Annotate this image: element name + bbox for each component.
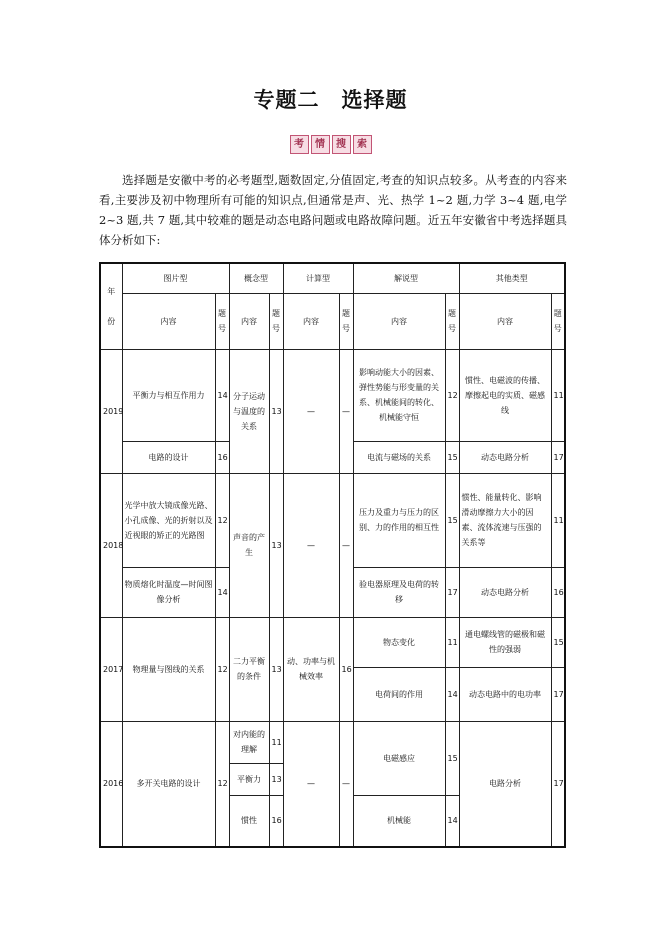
table-row	[100, 721, 565, 763]
table-cell: 分子运动与温度的关系	[229, 349, 269, 473]
num-header: 题号	[445, 293, 459, 349]
group-header-picture: 图片型	[122, 263, 229, 293]
content-header: 内容	[459, 293, 551, 349]
table-cell: —	[283, 349, 339, 473]
section-badge	[0, 132, 661, 154]
table-row	[100, 617, 565, 667]
table-cell: 机械能	[353, 795, 445, 847]
table-cell: 电路分析	[459, 721, 551, 847]
table-cell: 12	[215, 473, 229, 567]
table-cell: 12	[445, 349, 459, 441]
table-cell: 多开关电路的设计	[122, 721, 215, 847]
intro-paragraph: 选择题是安徽中考的必考题型,题数固定,分值固定,考查的知识点较多。从考查的内容来看,主要涉及初中物理所有可能的知识点,但通常是声、光、热学 1~2 题,力学 3~4 题,电学 2~3 题,共 7 题,其中较难的题是动态电路问题或电路故障问题。近五年安徽省中考选择题具体分析如下:	[99, 173, 567, 247]
num-header: 题号	[551, 293, 565, 349]
table-cell: 电磁感应	[353, 721, 445, 795]
table-cell: 动态电路分析	[459, 567, 551, 617]
table-cell: 物理量与图线的关系	[122, 617, 215, 721]
table-cell: —	[283, 721, 339, 847]
table-cell: 11	[551, 349, 565, 441]
table-cell: 影响动能大小的因素、弹性势能与形变量的关系、机械能间的转化、机械能守恒	[353, 349, 445, 441]
table-cell: 声音的产生	[229, 473, 269, 617]
table-cell: 15	[551, 617, 565, 667]
table-cell: 15	[445, 473, 459, 567]
table-cell: 物质熔化时温度—时间图像分析	[122, 567, 215, 617]
table-cell: 电流与磁场的关系	[353, 441, 445, 473]
group-header-explain: 解说型	[353, 263, 459, 293]
table-cell: 14	[215, 567, 229, 617]
badge-char: 考	[290, 135, 309, 154]
table-cell: 17	[445, 567, 459, 617]
table-cell: —	[339, 349, 353, 473]
table-cell: 动态电路中的电功率	[459, 667, 551, 721]
table-cell: 电路的设计	[122, 441, 215, 473]
group-header-calc: 计算型	[283, 263, 353, 293]
table-cell: 13	[269, 349, 283, 473]
table-cell: —	[339, 473, 353, 617]
table-cell: 压力及重力与压力的区别、力的作用的相互性	[353, 473, 445, 567]
exam-analysis-table	[99, 262, 566, 848]
table-cell: 光学中放大镜成像光路、小孔成像、光的折射以及近视眼的矫正的光路图	[122, 473, 215, 567]
table-cell: 动、功率与机械效率	[283, 617, 339, 721]
table-cell: 电荷间的作用	[353, 667, 445, 721]
year-cell: 2018	[100, 473, 122, 617]
table-cell: 通电螺线管的磁极和磁性的强弱	[459, 617, 551, 667]
table-cell: 16	[551, 567, 565, 617]
year-header: 年 份	[100, 263, 122, 349]
table-header-row	[100, 263, 565, 293]
table-cell: 物态变化	[353, 617, 445, 667]
table-cell: 二力平衡的条件	[229, 617, 269, 721]
table-cell: 17	[551, 721, 565, 847]
table-cell: —	[283, 473, 339, 617]
table-cell: 16	[215, 441, 229, 473]
num-header: 题号	[339, 293, 353, 349]
year-cell: 2019	[100, 349, 122, 473]
table-cell: 13	[269, 473, 283, 617]
table-cell: 17	[551, 441, 565, 473]
table-cell: —	[339, 721, 353, 847]
table-subheader-row	[100, 293, 565, 349]
content-header: 内容	[229, 293, 269, 349]
content-header: 内容	[283, 293, 339, 349]
badge-char: 情	[311, 135, 330, 154]
year-cell: 2017	[100, 617, 122, 721]
table-cell: 对内能的理解	[229, 721, 269, 763]
table-cell: 14	[215, 349, 229, 441]
table-cell: 平衡力	[229, 763, 269, 795]
table-cell: 惯性、电磁波的传播、摩擦起电的实质、磁感线	[459, 349, 551, 441]
page-title: 专题二 选择题	[253, 87, 408, 112]
table-cell: 17	[551, 667, 565, 721]
content-header: 内容	[353, 293, 445, 349]
table-cell: 12	[215, 721, 229, 847]
table-cell: 惯性、能量转化、影响滑动摩擦力大小的因素、流体流速与压强的关系等	[459, 473, 551, 567]
table-cell: 14	[445, 795, 459, 847]
table-cell: 15	[445, 441, 459, 473]
table-cell: 动态电路分析	[459, 441, 551, 473]
content-header: 内容	[122, 293, 215, 349]
table-cell: 15	[445, 721, 459, 795]
table-cell: 14	[445, 667, 459, 721]
table-row	[100, 349, 565, 441]
table-cell: 16	[339, 617, 353, 721]
table-cell: 13	[269, 763, 283, 795]
table-cell: 平衡力与相互作用力	[122, 349, 215, 441]
table-cell: 验电器原理及电荷的转移	[353, 567, 445, 617]
year-cell: 2016	[100, 721, 122, 847]
table-cell: 11	[269, 721, 283, 763]
table-cell: 16	[269, 795, 283, 847]
table-row	[100, 473, 565, 567]
badge-char: 索	[353, 135, 372, 154]
num-header: 题号	[215, 293, 229, 349]
table-cell: 13	[269, 617, 283, 721]
num-header: 题号	[269, 293, 283, 349]
table-cell: 11	[445, 617, 459, 667]
badge-char: 搜	[332, 135, 351, 154]
table-cell: 11	[551, 473, 565, 567]
group-header-other: 其他类型	[459, 263, 565, 293]
table-cell: 惯性	[229, 795, 269, 847]
group-header-concept: 概念型	[229, 263, 283, 293]
table-cell: 12	[215, 617, 229, 721]
